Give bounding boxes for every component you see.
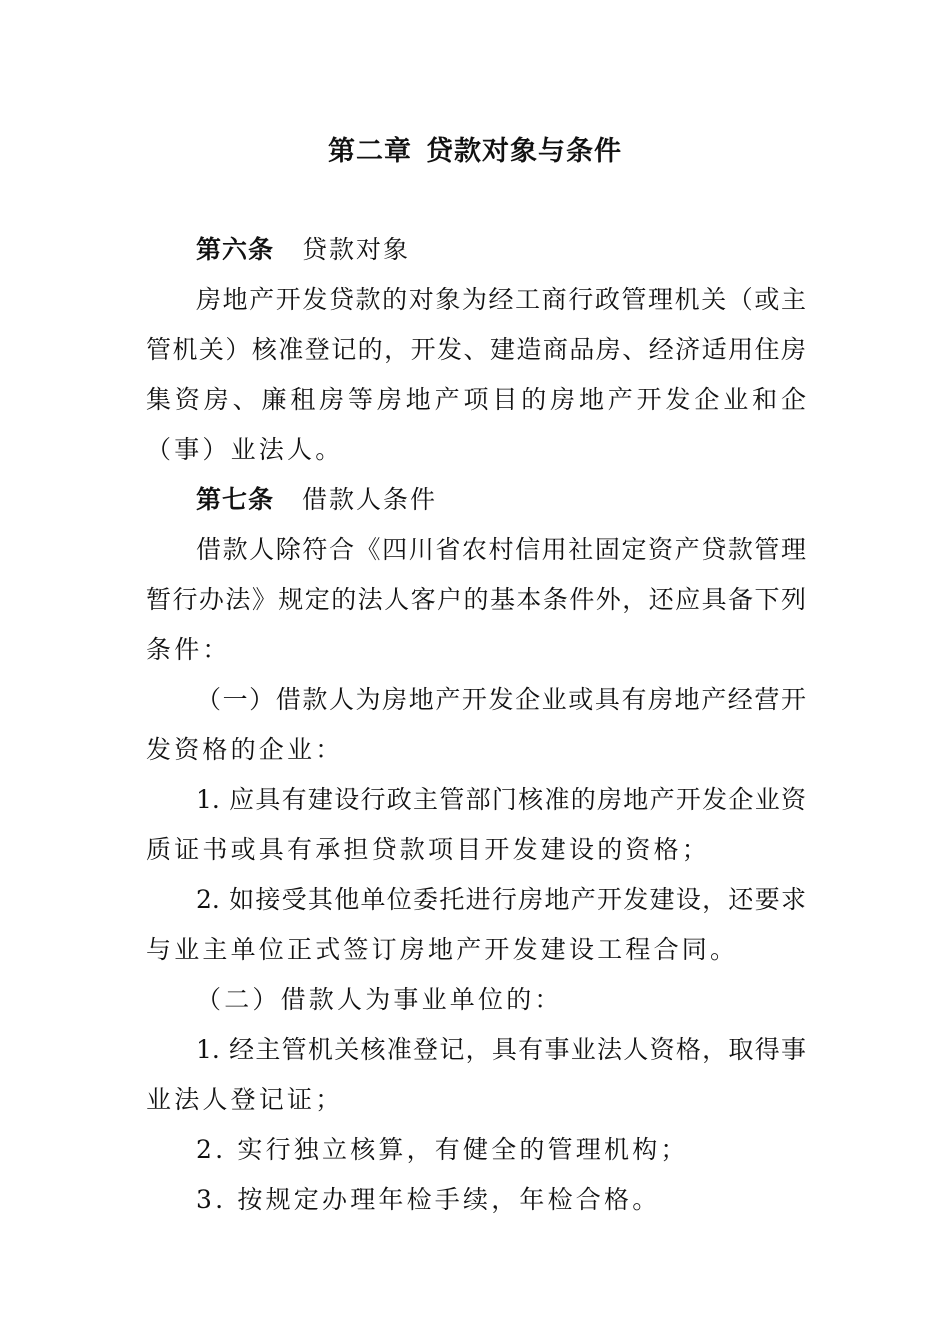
article6-line-4: （事）业法人。 — [146, 435, 344, 464]
section2-item1-line-1: 1. 经主管机关核准登记，具有事业法人资格，取得事 — [196, 1035, 806, 1064]
article7-heading — [196, 480, 806, 520]
section2-item1-line-2: 业法人登记证； — [146, 1085, 344, 1114]
chapter-title — [0, 132, 950, 172]
article7-intro-line-1: 借款人除符合《四川省农村信用社固定资产贷款管理 — [196, 535, 806, 564]
article6-line-1: 房地产开发贷款的对象为经工商行政管理机关（或主 — [196, 285, 806, 314]
article6-line-2: 管机关）核准登记的，开发、建造商品房、经济适用住房 — [146, 335, 806, 364]
section1-line-1: （一）借款人为房地产开发企业或具有房地产经营开 — [196, 685, 806, 714]
section1-line-2: 发资格的企业： — [146, 735, 344, 764]
chapter-number: 第二章 — [328, 136, 412, 167]
article6-number: 第六条 — [196, 235, 275, 264]
article7-intro-line-3: 条件： — [146, 635, 231, 664]
article7-title: 借款人条件 — [302, 485, 438, 514]
article6-heading — [196, 230, 806, 270]
section2-item2: 2. 实行独立核算，有健全的管理机构； — [196, 1135, 689, 1164]
section1-item1-line-1: 1. 应具有建设行政主管部门核准的房地产开发企业资 — [196, 785, 806, 814]
section2-item3: 3. 按规定办理年检手续，年检合格。 — [196, 1185, 661, 1214]
article7-number: 第七条 — [196, 485, 275, 514]
section1-item2-line-1: 2. 如接受其他单位委托进行房地产开发建设，还要求 — [196, 885, 806, 914]
section1-item1-line-2: 质证书或具有承担贷款项目开发建设的资格； — [146, 835, 711, 864]
section2-heading: （二）借款人为事业单位的： — [196, 985, 563, 1014]
article6-title: 贷款对象 — [302, 235, 411, 264]
section1-item2-line-2: 与业主单位正式签订房地产开发建设工程合同。 — [146, 935, 739, 964]
article6-line-3: 集资房、廉租房等房地产项目的房地产开发企业和企 — [146, 385, 806, 414]
chapter-name: 贷款对象与条件 — [426, 136, 622, 167]
article7-intro-line-2: 暂行办法》规定的法人客户的基本条件外，还应具备下列 — [146, 585, 806, 614]
